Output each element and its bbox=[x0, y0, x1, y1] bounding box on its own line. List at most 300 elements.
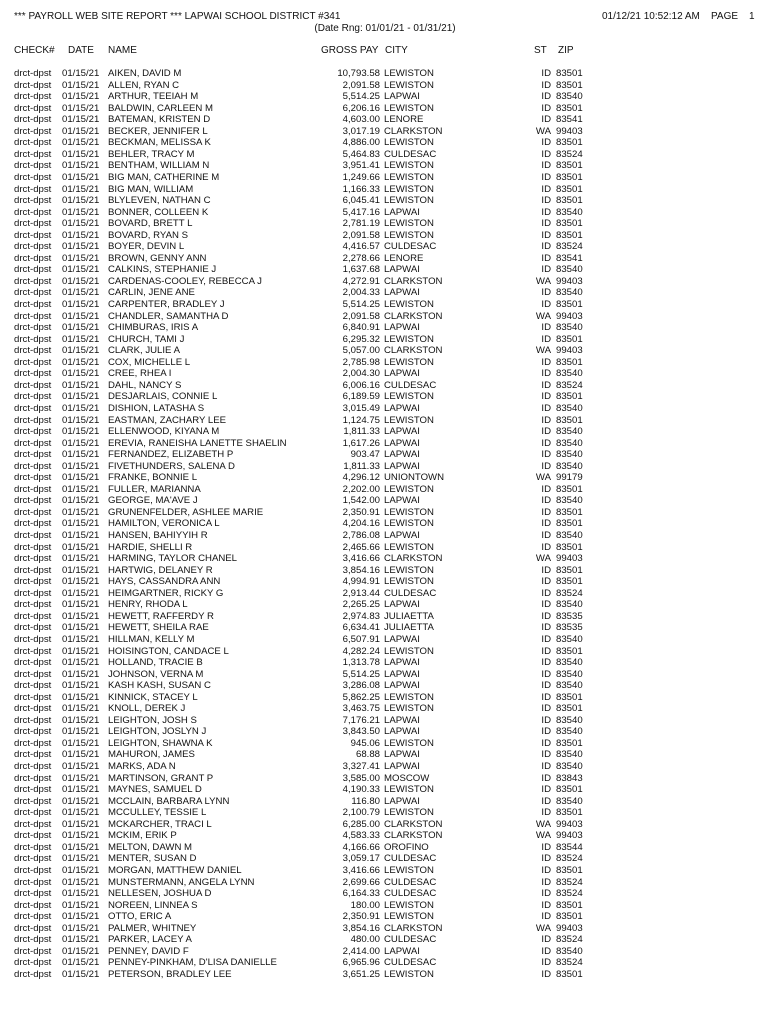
table-row bbox=[0, 287, 770, 299]
state: WA bbox=[535, 818, 551, 830]
check-date: 01/15/21 bbox=[62, 275, 100, 287]
employee-name: FULLER, MARIANNA bbox=[108, 483, 201, 495]
check-number: drct-dpst bbox=[14, 379, 52, 391]
zip-code: 83501 bbox=[556, 784, 583, 796]
state: ID bbox=[541, 737, 551, 749]
check-number: drct-dpst bbox=[14, 668, 52, 680]
gross-pay: 6,006.16 bbox=[342, 379, 380, 391]
city: LEWISTON bbox=[384, 218, 434, 230]
gross-pay: 6,840.91 bbox=[342, 322, 380, 334]
gross-pay: 2,265.25 bbox=[342, 599, 380, 611]
city: LEWISTON bbox=[384, 518, 434, 530]
gross-pay: 6,206.16 bbox=[342, 102, 380, 114]
check-number: drct-dpst bbox=[14, 633, 52, 645]
zip-code: 83501 bbox=[556, 79, 583, 91]
employee-name: BROWN, GENNY ANN bbox=[108, 252, 207, 264]
table-row bbox=[0, 888, 770, 900]
city: LEWISTON bbox=[384, 483, 434, 495]
zip-code: 99403 bbox=[556, 275, 583, 287]
zip-code: 83501 bbox=[556, 864, 583, 876]
zip-code: 83540 bbox=[556, 668, 583, 680]
column-header-city: CITY bbox=[385, 45, 408, 56]
city: LEWISTON bbox=[384, 333, 434, 345]
check-number: drct-dpst bbox=[14, 968, 52, 980]
employee-name: LEIGHTON, SHAWNA K bbox=[108, 737, 213, 749]
check-date: 01/15/21 bbox=[62, 310, 100, 322]
check-date: 01/15/21 bbox=[62, 68, 100, 79]
check-number: drct-dpst bbox=[14, 518, 52, 530]
employee-name: HARMING, TAYLOR CHANEL bbox=[108, 553, 238, 565]
check-number: drct-dpst bbox=[14, 460, 52, 472]
employee-name: HANSEN, BAHIYYIH R bbox=[108, 530, 208, 541]
gross-pay: 4,886.00 bbox=[342, 137, 380, 149]
check-number: drct-dpst bbox=[14, 772, 52, 784]
check-date: 01/15/21 bbox=[62, 599, 100, 611]
check-number: drct-dpst bbox=[14, 830, 52, 842]
employee-name: CHURCH, TAMI J bbox=[108, 333, 185, 345]
check-date: 01/15/21 bbox=[62, 968, 100, 980]
city: LAPWAI bbox=[384, 726, 420, 738]
check-number: drct-dpst bbox=[14, 264, 52, 276]
check-number: drct-dpst bbox=[14, 345, 52, 357]
check-date: 01/15/21 bbox=[62, 622, 100, 634]
gross-pay: 4,603.00 bbox=[342, 114, 380, 126]
city: CULDESAC bbox=[384, 934, 437, 946]
check-date: 01/15/21 bbox=[62, 749, 100, 761]
check-number: drct-dpst bbox=[14, 229, 52, 241]
table-row bbox=[0, 495, 770, 507]
table-row bbox=[0, 669, 770, 681]
city: CULDESAC bbox=[384, 876, 437, 888]
check-date: 01/15/21 bbox=[62, 368, 100, 380]
state: ID bbox=[541, 564, 551, 576]
zip-code: 83501 bbox=[556, 229, 583, 241]
check-number: drct-dpst bbox=[14, 899, 52, 911]
employee-name: PENNEY-PINKHAM, D'LISA DANIELLE bbox=[108, 957, 277, 969]
table-row bbox=[0, 518, 770, 530]
check-number: drct-dpst bbox=[14, 564, 52, 576]
employee-name: BECKER, JENNIFER L bbox=[108, 125, 208, 137]
table-row bbox=[0, 172, 770, 184]
city: CULDESAC bbox=[384, 148, 437, 160]
city: LAPWAI bbox=[384, 264, 420, 276]
table-row bbox=[0, 634, 770, 646]
city: LAPWAI bbox=[384, 668, 420, 680]
state: ID bbox=[541, 368, 551, 380]
check-number: drct-dpst bbox=[14, 737, 52, 749]
employee-name: DISHION, LATASHA S bbox=[108, 402, 205, 414]
city: LEWISTON bbox=[384, 356, 434, 368]
employee-name: MENTER, SUSAN D bbox=[108, 853, 197, 865]
table-row bbox=[0, 877, 770, 889]
zip-code: 83501 bbox=[556, 218, 583, 230]
state: ID bbox=[541, 714, 551, 726]
zip-code: 83524 bbox=[556, 957, 583, 969]
state: ID bbox=[541, 402, 551, 414]
table-row bbox=[0, 622, 770, 634]
zip-code: 83501 bbox=[556, 737, 583, 749]
zip-code: 83540 bbox=[556, 795, 583, 807]
employee-name: BIG MAN, WILLIAM bbox=[108, 183, 194, 195]
table-row bbox=[0, 865, 770, 877]
check-date: 01/15/21 bbox=[62, 402, 100, 414]
state: ID bbox=[541, 102, 551, 114]
check-date: 01/15/21 bbox=[62, 183, 100, 195]
city: MOSCOW bbox=[384, 772, 430, 784]
check-number: drct-dpst bbox=[14, 853, 52, 865]
check-number: drct-dpst bbox=[14, 876, 52, 888]
zip-code: 83501 bbox=[556, 333, 583, 345]
table-row bbox=[0, 449, 770, 461]
check-number: drct-dpst bbox=[14, 160, 52, 172]
state: WA bbox=[535, 472, 551, 484]
state: ID bbox=[541, 726, 551, 738]
zip-code: 83541 bbox=[556, 114, 583, 126]
zip-code: 99403 bbox=[556, 345, 583, 357]
table-row bbox=[0, 241, 770, 253]
table-row bbox=[0, 576, 770, 588]
zip-code: 83524 bbox=[556, 934, 583, 946]
gross-pay: 3,416.66 bbox=[342, 553, 380, 565]
employee-name: HEWETT, SHEILA RAE bbox=[108, 622, 209, 634]
check-number: drct-dpst bbox=[14, 784, 52, 796]
check-date: 01/15/21 bbox=[62, 714, 100, 726]
state: ID bbox=[541, 148, 551, 160]
state: ID bbox=[541, 645, 551, 657]
check-number: drct-dpst bbox=[14, 206, 52, 218]
state: ID bbox=[541, 957, 551, 969]
employee-name: HARDIE, SHELLI R bbox=[108, 541, 193, 553]
zip-code: 99403 bbox=[556, 553, 583, 565]
zip-code: 83501 bbox=[556, 691, 583, 703]
zip-code: 83535 bbox=[556, 622, 583, 634]
table-row bbox=[0, 784, 770, 796]
zip-code: 83540 bbox=[556, 657, 583, 669]
gross-pay: 4,282.24 bbox=[342, 645, 380, 657]
check-date: 01/15/21 bbox=[62, 541, 100, 553]
state: ID bbox=[541, 518, 551, 530]
employee-name: LEIGHTON, JOSLYN J bbox=[108, 726, 207, 738]
zip-code: 99403 bbox=[556, 830, 583, 842]
city: LENORE bbox=[384, 114, 424, 126]
check-number: drct-dpst bbox=[14, 148, 52, 160]
check-number: drct-dpst bbox=[14, 275, 52, 287]
page-label: PAGE bbox=[711, 11, 739, 22]
state: ID bbox=[541, 287, 551, 299]
table-row bbox=[0, 438, 770, 450]
employee-name: CHANDLER, SAMANTHA D bbox=[108, 310, 229, 322]
table-row bbox=[0, 507, 770, 519]
employee-name: BENTHAM, WILLIAM N bbox=[108, 160, 210, 172]
employee-name: BOVARD, BRETT L bbox=[108, 218, 193, 230]
city: CLARKSTON bbox=[384, 275, 443, 287]
zip-code: 83501 bbox=[556, 102, 583, 114]
check-number: drct-dpst bbox=[14, 864, 52, 876]
gross-pay: 2,350.91 bbox=[342, 911, 380, 923]
gross-pay: 2,202.00 bbox=[342, 483, 380, 495]
check-number: drct-dpst bbox=[14, 587, 52, 599]
state: WA bbox=[535, 310, 551, 322]
zip-code: 83501 bbox=[556, 171, 583, 183]
gross-pay: 2,278.66 bbox=[342, 252, 380, 264]
gross-pay: 4,166.66 bbox=[342, 841, 380, 853]
city: LEWISTON bbox=[384, 229, 434, 241]
city: CULDESAC bbox=[384, 888, 437, 900]
zip-code: 83540 bbox=[556, 530, 583, 541]
state: ID bbox=[541, 968, 551, 980]
check-date: 01/15/21 bbox=[62, 818, 100, 830]
gross-pay: 2,350.91 bbox=[342, 506, 380, 518]
zip-code: 83501 bbox=[556, 564, 583, 576]
gross-pay: 1,166.33 bbox=[342, 183, 380, 195]
gross-pay: 6,285.00 bbox=[342, 818, 380, 830]
city: LEWISTON bbox=[384, 195, 434, 207]
employee-name: MELTON, DAWN M bbox=[108, 841, 193, 853]
state: ID bbox=[541, 414, 551, 426]
zip-code: 99403 bbox=[556, 922, 583, 934]
zip-code: 83540 bbox=[556, 714, 583, 726]
state: WA bbox=[535, 922, 551, 934]
table-row bbox=[0, 773, 770, 785]
employee-name: EREVIA, RANEISHA LANETTE SHAELIN bbox=[108, 437, 287, 449]
city: LEWISTON bbox=[384, 391, 434, 403]
check-date: 01/15/21 bbox=[62, 449, 100, 461]
state: ID bbox=[541, 610, 551, 622]
table-row bbox=[0, 137, 770, 149]
state: ID bbox=[541, 703, 551, 715]
check-number: drct-dpst bbox=[14, 576, 52, 588]
zip-code: 83501 bbox=[556, 391, 583, 403]
employee-name: ELLENWOOD, KIYANA M bbox=[108, 426, 220, 438]
check-number: drct-dpst bbox=[14, 622, 52, 634]
zip-code: 83501 bbox=[556, 414, 583, 426]
state: ID bbox=[541, 206, 551, 218]
zip-code: 83524 bbox=[556, 379, 583, 391]
city: LAPWAI bbox=[384, 495, 420, 507]
city: LEWISTON bbox=[384, 171, 434, 183]
check-number: drct-dpst bbox=[14, 356, 52, 368]
city: CULDESAC bbox=[384, 379, 437, 391]
check-number: drct-dpst bbox=[14, 645, 52, 657]
employee-name: PENNEY, DAVID F bbox=[108, 945, 189, 957]
gross-pay: 6,507.91 bbox=[342, 633, 380, 645]
city: LAPWAI bbox=[384, 437, 420, 449]
zip-code: 83540 bbox=[556, 206, 583, 218]
gross-pay: 2,414.00 bbox=[342, 945, 380, 957]
check-date: 01/15/21 bbox=[62, 772, 100, 784]
zip-code: 83540 bbox=[556, 599, 583, 611]
state: ID bbox=[541, 252, 551, 264]
check-number: drct-dpst bbox=[14, 714, 52, 726]
gross-pay: 6,634.41 bbox=[342, 622, 380, 634]
table-row bbox=[0, 426, 770, 438]
state: ID bbox=[541, 934, 551, 946]
city: LEWISTON bbox=[384, 137, 434, 149]
gross-pay: 68.88 bbox=[355, 749, 380, 761]
zip-code: 83501 bbox=[556, 483, 583, 495]
table-row bbox=[0, 299, 770, 311]
table-row bbox=[0, 830, 770, 842]
city: LEWISTON bbox=[384, 68, 434, 79]
city: LEWISTON bbox=[384, 183, 434, 195]
gross-pay: 1,313.78 bbox=[342, 657, 380, 669]
table-row bbox=[0, 403, 770, 415]
city: LAPWAI bbox=[384, 633, 420, 645]
check-date: 01/15/21 bbox=[62, 657, 100, 669]
table-row bbox=[0, 969, 770, 981]
table-row bbox=[0, 103, 770, 115]
zip-code: 99403 bbox=[556, 125, 583, 137]
gross-pay: 5,417.16 bbox=[342, 206, 380, 218]
state: ID bbox=[541, 772, 551, 784]
state: ID bbox=[541, 483, 551, 495]
check-date: 01/15/21 bbox=[62, 830, 100, 842]
zip-code: 83524 bbox=[556, 241, 583, 253]
employee-name: AIKEN, DAVID M bbox=[108, 68, 182, 79]
table-row bbox=[0, 842, 770, 854]
gross-pay: 3,416.66 bbox=[342, 864, 380, 876]
gross-pay: 2,465.66 bbox=[342, 541, 380, 553]
gross-pay: 6,045.41 bbox=[342, 195, 380, 207]
gross-pay: 7,176.21 bbox=[342, 714, 380, 726]
check-number: drct-dpst bbox=[14, 125, 52, 137]
table-row bbox=[0, 900, 770, 912]
check-date: 01/15/21 bbox=[62, 287, 100, 299]
check-number: drct-dpst bbox=[14, 680, 52, 692]
city: LAPWAI bbox=[384, 368, 420, 380]
city: LAPWAI bbox=[384, 945, 420, 957]
check-date: 01/15/21 bbox=[62, 460, 100, 472]
gross-pay: 2,004.30 bbox=[342, 368, 380, 380]
gross-pay: 3,017.19 bbox=[342, 125, 380, 137]
gross-pay: 6,965.96 bbox=[342, 957, 380, 969]
gross-pay: 6,295.32 bbox=[342, 333, 380, 345]
column-header-zip: ZIP bbox=[558, 45, 574, 56]
city: LAPWAI bbox=[384, 680, 420, 692]
state: ID bbox=[541, 160, 551, 172]
employee-name: MAYNES, SAMUEL D bbox=[108, 784, 202, 796]
check-date: 01/15/21 bbox=[62, 957, 100, 969]
gross-pay: 1,124.75 bbox=[342, 414, 380, 426]
gross-pay: 1,811.33 bbox=[343, 426, 380, 438]
state: ID bbox=[541, 622, 551, 634]
check-number: drct-dpst bbox=[14, 599, 52, 611]
check-number: drct-dpst bbox=[14, 703, 52, 715]
city: CLARKSTON bbox=[384, 922, 443, 934]
check-date: 01/15/21 bbox=[62, 137, 100, 149]
city: CULDESAC bbox=[384, 957, 437, 969]
state: ID bbox=[541, 171, 551, 183]
state: ID bbox=[541, 795, 551, 807]
check-date: 01/15/21 bbox=[62, 171, 100, 183]
check-number: drct-dpst bbox=[14, 888, 52, 900]
check-date: 01/15/21 bbox=[62, 795, 100, 807]
employee-name: DESJARLAIS, CONNIE L bbox=[108, 391, 218, 403]
table-row bbox=[0, 599, 770, 611]
employee-name: MAHURON, JAMES bbox=[108, 749, 195, 761]
employee-name: DAHL, NANCY S bbox=[108, 379, 182, 391]
city: CLARKSTON bbox=[384, 345, 443, 357]
check-number: drct-dpst bbox=[14, 530, 52, 541]
check-number: drct-dpst bbox=[14, 218, 52, 230]
state: ID bbox=[541, 668, 551, 680]
city: OROFINO bbox=[384, 841, 429, 853]
check-date: 01/15/21 bbox=[62, 264, 100, 276]
check-number: drct-dpst bbox=[14, 414, 52, 426]
table-row bbox=[0, 484, 770, 496]
check-date: 01/15/21 bbox=[62, 472, 100, 484]
city: LEWISTON bbox=[384, 807, 434, 819]
check-date: 01/15/21 bbox=[62, 530, 100, 541]
zip-code: 83501 bbox=[556, 899, 583, 911]
employee-name: NELLESEN, JOSHUA D bbox=[108, 888, 212, 900]
check-date: 01/15/21 bbox=[62, 437, 100, 449]
table-row bbox=[0, 588, 770, 600]
city: LEWISTON bbox=[384, 737, 434, 749]
table-row bbox=[0, 749, 770, 761]
gross-pay: 3,854.16 bbox=[342, 564, 380, 576]
check-number: drct-dpst bbox=[14, 472, 52, 484]
gross-pay: 5,057.00 bbox=[342, 345, 380, 357]
gross-pay: 945.06 bbox=[350, 737, 380, 749]
city: LEWISTON bbox=[384, 703, 434, 715]
zip-code: 83540 bbox=[556, 437, 583, 449]
gross-pay: 2,091.58 bbox=[342, 229, 380, 241]
city: LEWISTON bbox=[384, 541, 434, 553]
city: LEWISTON bbox=[384, 911, 434, 923]
report-timestamp: 01/12/21 10:52:12 AM bbox=[602, 11, 700, 22]
check-date: 01/15/21 bbox=[62, 864, 100, 876]
check-number: drct-dpst bbox=[14, 553, 52, 565]
state: ID bbox=[541, 899, 551, 911]
state: ID bbox=[541, 449, 551, 461]
employee-name: OTTO, ERIC A bbox=[108, 911, 172, 923]
zip-code: 83540 bbox=[556, 680, 583, 692]
check-date: 01/15/21 bbox=[62, 102, 100, 114]
check-date: 01/15/21 bbox=[62, 553, 100, 565]
city: LAPWAI bbox=[384, 287, 420, 299]
check-number: drct-dpst bbox=[14, 195, 52, 207]
state: WA bbox=[535, 275, 551, 287]
gross-pay: 3,059.17 bbox=[342, 853, 380, 865]
employee-name: BOYER, DEVIN L bbox=[108, 241, 185, 253]
check-date: 01/15/21 bbox=[62, 899, 100, 911]
table-row bbox=[0, 542, 770, 554]
check-date: 01/15/21 bbox=[62, 345, 100, 357]
table-row bbox=[0, 184, 770, 196]
employee-name: MCCLAIN, BARBARA LYNN bbox=[108, 795, 230, 807]
check-number: drct-dpst bbox=[14, 726, 52, 738]
check-date: 01/15/21 bbox=[62, 807, 100, 819]
table-row bbox=[0, 264, 770, 276]
city: LEWISTON bbox=[384, 576, 434, 588]
gross-pay: 3,286.08 bbox=[342, 680, 380, 692]
zip-code: 83524 bbox=[556, 888, 583, 900]
city: LEWISTON bbox=[384, 784, 434, 796]
city: LAPWAI bbox=[384, 530, 420, 541]
gross-pay: 5,514.25 bbox=[342, 91, 380, 103]
table-row bbox=[0, 680, 770, 692]
state: ID bbox=[541, 506, 551, 518]
check-number: drct-dpst bbox=[14, 483, 52, 495]
state: ID bbox=[541, 91, 551, 103]
check-number: drct-dpst bbox=[14, 287, 52, 299]
gross-pay: 4,583.33 bbox=[342, 830, 380, 842]
check-date: 01/15/21 bbox=[62, 206, 100, 218]
check-date: 01/15/21 bbox=[62, 391, 100, 403]
state: ID bbox=[541, 784, 551, 796]
employee-name: KNOLL, DEREK J bbox=[108, 703, 186, 715]
